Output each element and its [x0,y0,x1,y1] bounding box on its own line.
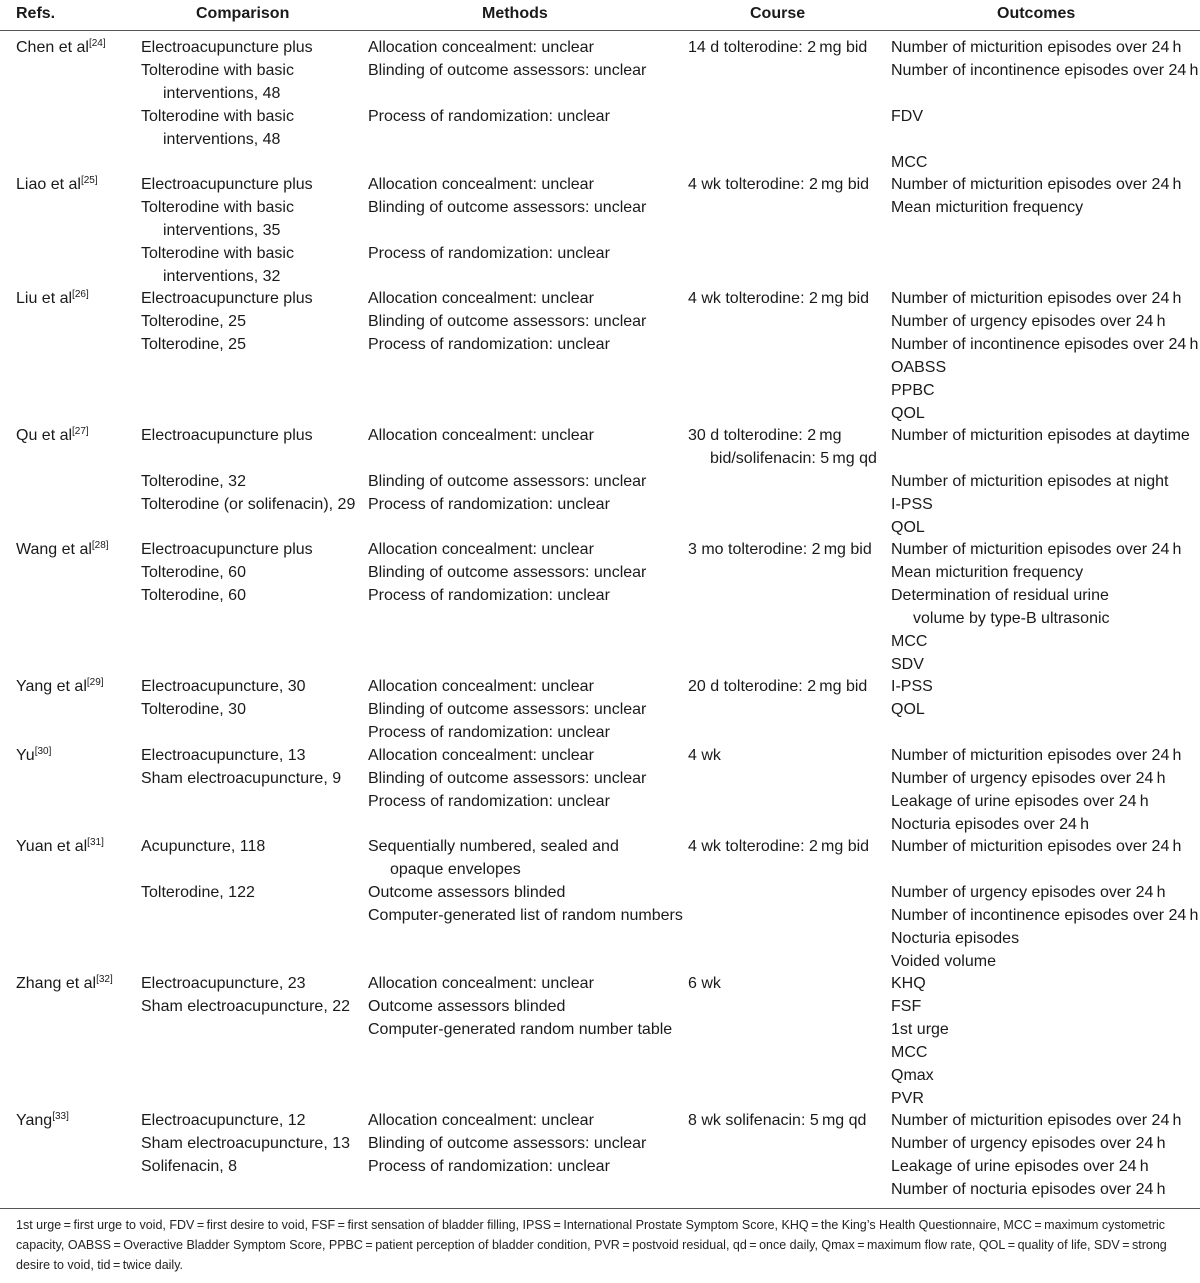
outcome-line: Nocturia episodes over 24 h [891,816,1089,833]
outcome-line: 1st urge [891,1021,949,1038]
outcome-line: Number of micturition episodes over 24 h [891,39,1182,56]
methods-line: Computer-generated random number table [368,1021,673,1038]
outcome-line: Nocturia episodes [891,930,1020,947]
course-line: 4 wk tolterodine: 2 mg bid [688,176,870,193]
outcome-line: Number of incontinence episodes over 24 h [891,907,1199,924]
header-outcomes: Outcomes [997,5,1076,22]
ref-citation: [26] [72,289,89,300]
methods-line: Allocation concealment: unclear [368,290,594,307]
comparison-line: Acupuncture, 118 [141,838,266,855]
course-line: 30 d tolterodine: 2 mg [688,427,842,444]
methods-line: Process of randomization: unclear [368,496,610,513]
methods-line: Allocation concealment: unclear [368,975,594,992]
ref-citation: [24] [88,38,106,49]
comparison-line: Electroacupuncture, 23 [141,975,306,992]
course-line: 6 wk [688,975,721,992]
comparison-line: Sham electroacupuncture, 22 [141,998,351,1015]
outcome-line: Leakage of urine episodes over 24 h [891,793,1149,810]
course-line: 8 wk solifenacin: 5 mg qd [688,1112,867,1129]
comparison-line: interventions, 32 [163,268,281,285]
course-line: bid/solifenacin: 5 mg qd [710,450,877,467]
ref-citation: [30] [34,746,52,757]
comparison-line: Tolterodine, 60 [141,587,246,604]
comparison-line: Sham electroacupuncture, 9 [141,770,342,787]
comparison-line: Electroacupuncture plus [141,541,313,558]
methods-line: Allocation concealment: unclear [368,1112,594,1129]
methods-line: Allocation concealment: unclear [368,39,594,56]
outcome-line: Number of urgency episodes over 24 h [891,1135,1166,1152]
methods-line: Process of randomization: unclear [368,587,610,604]
comparison-line: Sham electroacupuncture, 13 [141,1135,351,1152]
outcome-line: OABSS [891,359,947,376]
methods-line: Blinding of outcome assessors: unclear [368,62,647,79]
comparison-line: Tolterodine, 25 [141,336,246,353]
header-refs: Refs. [16,5,56,22]
outcome-line: KHQ [891,975,926,992]
methods-line: Blinding of outcome assessors: unclear [368,473,647,490]
comparison-line: Tolterodine with basic [141,108,294,125]
comparison-line: Tolterodine (or solifenacin), 29 [141,496,356,513]
comparison-line: Electroacupuncture, 30 [141,678,306,695]
outcome-line: Mean micturition frequency [891,564,1084,581]
course-line: 20 d tolterodine: 2 mg bid [688,678,868,695]
outcome-line: Number of incontinence episodes over 24 h [891,62,1199,79]
outcome-line: FSF [891,998,922,1015]
outcome-line: Leakage of urine episodes over 24 h [891,1158,1149,1175]
ref-citation: [33] [52,1111,69,1122]
outcome-line: Qmax [891,1067,934,1084]
methods-line: Process of randomization: unclear [368,245,610,262]
comparison-line: interventions, 35 [163,222,281,239]
methods-line: Allocation concealment: unclear [368,541,594,558]
outcome-line: Number of urgency episodes over 24 h [891,313,1166,330]
outcome-line: SDV [891,656,924,673]
ref-cell: Liao et al[25] [16,175,98,193]
comparison-line: Tolterodine, 25 [141,313,246,330]
outcome-line: Number of micturition episodes at daytime [891,427,1190,444]
outcome-line: Number of incontinence episodes over 24 h [891,336,1199,353]
course-line: 3 mo tolterodine: 2 mg bid [688,541,872,558]
table-bottom-rule [0,1208,1200,1209]
methods-line: Allocation concealment: unclear [368,678,594,695]
header-course: Course [750,5,806,22]
outcome-line: QOL [891,701,925,718]
comparison-line: Electroacupuncture, 13 [141,747,306,764]
methods-line: Outcome assessors blinded [368,884,566,901]
ref-citation: [25] [80,175,98,186]
outcome-line: Number of urgency episodes over 24 h [891,884,1166,901]
outcome-line: I-PSS [891,678,933,695]
outcome-line: Number of micturition episodes over 24 h [891,290,1182,307]
outcome-line: Number of micturition episodes over 24 h [891,838,1182,855]
methods-line: Blinding of outcome assessors: unclear [368,1135,647,1152]
methods-line: Blinding of outcome assessors: unclear [368,313,647,330]
comparison-line: Electroacupuncture, 12 [141,1112,306,1129]
comparison-line: interventions, 48 [163,131,281,148]
ref-cell: Yang[33] [16,1111,69,1129]
outcome-line: I-PSS [891,496,933,513]
outcome-line: Number of micturition episodes over 24 h [891,1112,1182,1129]
outcome-line: MCC [891,1044,928,1061]
comparison-line: Tolterodine, 30 [141,701,246,718]
comparison-line: Tolterodine, 60 [141,564,246,581]
ref-cell: Yu[30] [16,746,52,764]
ref-citation: [32] [96,974,113,985]
course-line: 14 d tolterodine: 2 mg bid [688,39,868,56]
outcome-line: PVR [891,1090,924,1107]
course-line: 4 wk tolterodine: 2 mg bid [688,838,870,855]
comparison-line: Tolterodine with basic [141,245,294,262]
outcome-line: MCC [891,633,928,650]
course-line: 4 wk [688,747,721,764]
methods-line: Allocation concealment: unclear [368,176,594,193]
methods-line: Blinding of outcome assessors: unclear [368,564,647,581]
outcome-line: Determination of residual urine [891,587,1109,604]
header-comparison: Comparison [196,5,290,22]
ref-cell: Wang et al[28] [16,540,109,558]
outcome-line: Number of micturition episodes over 24 h [891,541,1182,558]
outcome-line: Mean micturition frequency [891,199,1084,216]
ref-citation: [28] [91,540,109,551]
methods-line: Outcome assessors blinded [368,998,566,1015]
methods-line: Allocation concealment: unclear [368,747,594,764]
comparison-line: Solifenacin, 8 [141,1158,238,1175]
outcome-line: Number of micturition episodes over 24 h [891,747,1182,764]
ref-citation: [27] [72,426,89,437]
methods-line: Allocation concealment: unclear [368,427,594,444]
comparison-line: interventions, 48 [163,85,281,102]
outcome-line: QOL [891,519,925,536]
outcome-line: Number of micturition episodes over 24 h [891,176,1182,193]
methods-line: Blinding of outcome assessors: unclear [368,701,647,718]
table-header [0,0,1200,31]
comparison-line: Tolterodine with basic [141,199,294,216]
course-line: 4 wk tolterodine: 2 mg bid [688,290,870,307]
methods-line: Process of randomization: unclear [368,724,610,741]
ref-cell: Yuan et al[31] [16,837,104,855]
ref-cell: Zhang et al[32] [16,974,113,992]
methods-line: Computer-generated list of random numbers [368,907,683,924]
methods-line: Process of randomization: unclear [368,793,610,810]
methods-line: Sequentially numbered, sealed and [368,838,619,855]
ref-cell: Liu et al[26] [16,289,89,307]
outcome-line: QOL [891,405,925,422]
comparison-line: Electroacupuncture plus [141,427,313,444]
methods-line: Blinding of outcome assessors: unclear [368,199,647,216]
outcome-line: Voided volume [891,953,996,970]
methods-line: opaque envelopes [390,861,521,878]
outcome-line: volume by type-B ultrasonic [913,610,1110,627]
header-methods: Methods [482,5,548,22]
ref-cell: Yang et al[29] [16,677,104,695]
outcome-line: FDV [891,108,923,125]
ref-cell: Qu et al[27] [16,426,89,444]
ref-cell: Chen et al[24] [16,38,106,56]
ref-citation: [31] [87,837,104,848]
comparison-line: Tolterodine with basic [141,62,294,79]
methods-line: Process of randomization: unclear [368,336,610,353]
comparison-line: Electroacupuncture plus [141,39,313,56]
comparison-line: Electroacupuncture plus [141,176,313,193]
methods-line: Process of randomization: unclear [368,108,610,125]
comparison-line: Electroacupuncture plus [141,290,313,307]
methods-line: Blinding of outcome assessors: unclear [368,770,647,787]
outcome-line: PPBC [891,382,935,399]
outcome-line: Number of nocturia episodes over 24 h [891,1181,1166,1198]
outcome-line: MCC [891,154,928,171]
ref-citation: [29] [86,677,104,688]
outcome-line: Number of micturition episodes at night [891,473,1169,490]
methods-line: Process of randomization: unclear [368,1158,610,1175]
comparison-line: Tolterodine, 32 [141,473,246,490]
comparison-line: Tolterodine, 122 [141,884,255,901]
table-footnote: 1st urge = first urge to void, FDV = first desire to void, FSF = first sensation of bladder filling, IPSS = International Prostate Symptom Score, KHQ = the King’s Health Questionnaire, MCC = maximum cystometric capacity, OABSS = Overactive Bladder Symptom Score, PPBC = patient perception of bladder condition, PVR = postvoid residual, qd = once daily, Qmax = maximum flow rate, QOL = quality of life, SDV = strong desire to void, tid = twice daily. [16,1218,1167,1272]
outcome-line: Number of urgency episodes over 24 h [891,770,1166,787]
